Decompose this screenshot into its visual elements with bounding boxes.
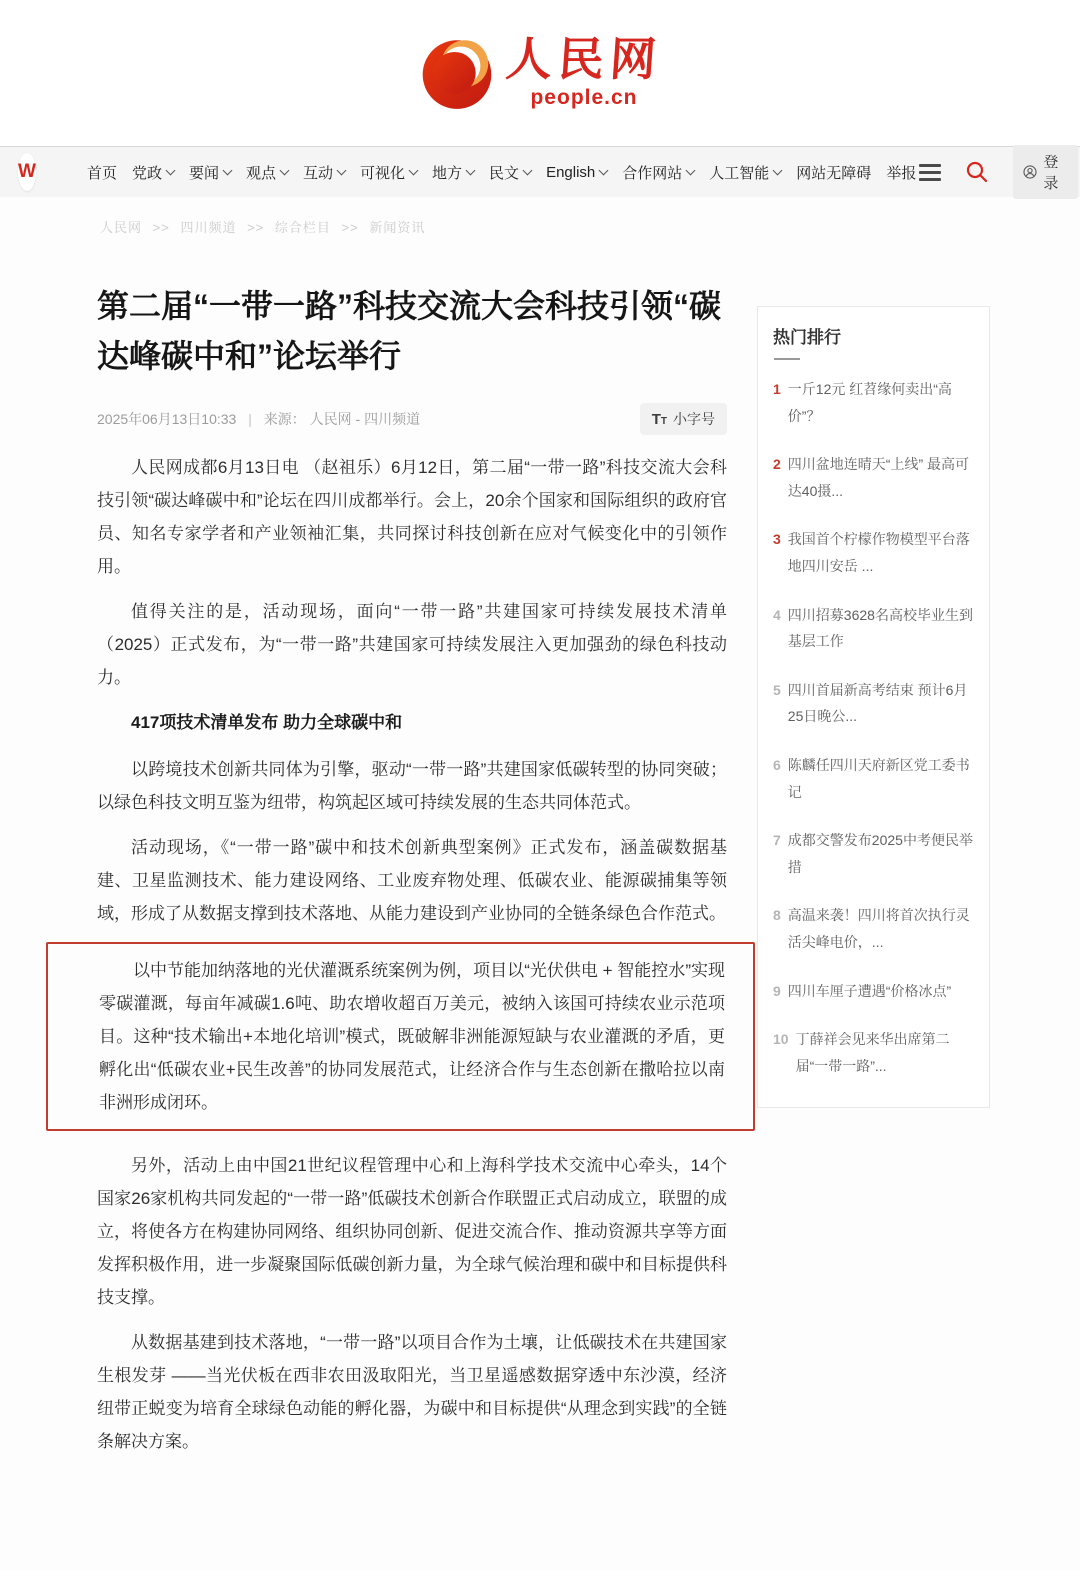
site-logo-text: [504, 33, 664, 110]
hot-ranking-title: 热门排行: [773, 323, 975, 360]
nav-item-dangzheng[interactable]: 党政: [129, 162, 177, 183]
hot-item-text: 四川招募3628名高校毕业生到基层工作: [787, 606, 973, 650]
nav-item-home[interactable]: 首页: [86, 164, 117, 182]
nav-item-english[interactable]: English: [543, 164, 610, 181]
sidebar-column: [757, 306, 990, 1470]
hot-item-text: 成都交警发布2025中考便民举措: [787, 832, 973, 875]
hot-ranking-item[interactable]: [773, 526, 975, 579]
article-paragraph: 从数据基建到技术落地，“一带一路”以项目合作为土壤，让低碳技术在共建国家生根发芽 ——当光伏板在西非农田汲取阳光，当卫星遥感数据穿透中东沙漠，经济纽带正蜕变为培育全球绿色动能的孵化器，为碳中和目标提供“从理念到实践”的全链条解决方案。: [97, 1332, 727, 1451]
rank-number: 9: [773, 982, 781, 999]
hot-ranking-item[interactable]: [773, 827, 975, 880]
publish-datetime: 2025年06月13日10:33: [97, 410, 237, 427]
article-paragraph: 值得关注的是，活动现场，面向“一带一路”共建国家可持续发展技术清单（2025）正式发布，为“一带一路”共建国家可持续发展注入更加强劲的绿色科技动力。: [97, 601, 727, 687]
nav-items: [84, 162, 919, 183]
nav-item-wuzhangai[interactable]: 网站无障碍: [796, 164, 872, 182]
nav-item-hudong[interactable]: 互动: [300, 162, 348, 183]
chevron-down-icon: [466, 165, 476, 175]
font-size-icon: T: [651, 410, 661, 428]
hot-item-text: 我国首个柠檬作物模型平台落地四川安岳 ...: [787, 531, 970, 574]
rank-number: 6: [773, 756, 781, 773]
meta-divider: |: [248, 410, 252, 427]
page-title: 第二届“一带一路”科技交流大会科技引领“碳达峰碳中和”论坛举行: [97, 288, 722, 374]
hot-ranking-item[interactable]: [773, 376, 975, 429]
login-label: 登录: [1043, 154, 1059, 192]
breadcrumb-separator: >>: [247, 220, 265, 235]
nav-item-jubao[interactable]: 举报: [886, 164, 917, 182]
chevron-down-icon: [337, 165, 347, 175]
font-size-label: 小字号: [673, 410, 715, 427]
breadcrumb-part[interactable]: 四川频道: [180, 220, 237, 235]
rank-number: 4: [773, 606, 781, 623]
rank-number: 3: [773, 531, 781, 548]
nav-item-difang[interactable]: 地方: [429, 162, 477, 183]
article-paragraph: 以跨境技术创新共同体为引擎，驱动“一带一路”共建国家低碳转型的协同突破；以绿色科技文明互鉴为纽带，构筑起区域可持续发展的生态共同体范式。: [97, 759, 727, 812]
hot-ranking-item[interactable]: [773, 978, 975, 1005]
nav-item-minwen[interactable]: 民文: [486, 162, 534, 183]
hot-ranking-box: [757, 306, 990, 1108]
hot-item-text: 一斤12元 红苕缘何卖出“高价”？: [787, 381, 952, 424]
hot-ranking-item[interactable]: [773, 602, 975, 655]
hot-item-text: 丁薛祥会见来华出席第二届“一带一路”...: [795, 1031, 950, 1074]
article-body: [97, 451, 727, 1458]
nav-item-keshihua[interactable]: 可视化: [357, 162, 420, 183]
site-domain: people.cn: [530, 86, 638, 109]
article-subheading: 417项技术清单发布 助力全球碳中和: [131, 712, 403, 732]
article-meta-left: [97, 409, 420, 429]
chevron-down-icon: [599, 165, 609, 175]
chevron-down-icon: [523, 165, 533, 175]
breadcrumb-separator: >>: [341, 220, 359, 235]
nav-item-rengongzhineng[interactable]: 人工智能: [706, 162, 784, 183]
people-cn-swirl-icon: [418, 34, 496, 112]
chevron-down-icon: [686, 165, 696, 175]
hot-item-text: 四川盆地连晴天“上线” 最高可达40摄...: [787, 456, 970, 499]
breadcrumb-separator: >>: [152, 220, 170, 235]
nav-right: [919, 145, 1078, 199]
hot-ranking-item[interactable]: [773, 1026, 975, 1079]
site-name: 人民网: [504, 33, 664, 85]
hot-ranking-item[interactable]: [773, 902, 975, 955]
user-icon: [1023, 162, 1037, 182]
rank-number: 8: [773, 907, 781, 924]
main-nav: [0, 146, 1080, 197]
font-size-button[interactable]: [640, 403, 727, 435]
article-meta: [97, 403, 727, 435]
chevron-down-icon: [280, 165, 290, 175]
hot-item-text: 陈麟任四川天府新区党工委书记: [787, 756, 970, 800]
rank-number: 5: [773, 681, 781, 698]
hot-ranking-item[interactable]: [773, 677, 975, 730]
article-paragraph: 人民网成都6月13日电 （赵祖乐）6月12日，第二届“一带一路”科技交流大会科技引领“碳达峰碳中和”论坛在四川成都举行。会上，20余个国家和国际组织的政府官员、知名专家学者和产业领袖汇集，共同探讨科技创新在应对气候变化中的引领作用。: [97, 457, 727, 576]
w-corner-logo[interactable]: [18, 153, 36, 191]
highlighted-annotation-box: [46, 942, 755, 1131]
article-column: [97, 236, 727, 1470]
w-letter: W: [18, 161, 36, 182]
breadcrumb-part[interactable]: 新闻资讯: [369, 220, 426, 235]
article-paragraph: 活动现场，《“一带一路”碳中和技术创新典型案例》正式发布，涵盖碳数据基建、卫星监测技术、能力建设网络、工业废弃物处理、低碳农业、能源碳捕集等领域，形成了从数据支撑到技术落地、从能力建设到产业协同的全链条绿色合作范式。: [97, 837, 727, 923]
breadcrumb-part[interactable]: 人民网: [100, 220, 143, 235]
source-label: 来源：: [263, 410, 306, 427]
menu-icon[interactable]: [919, 164, 941, 181]
breadcrumb-part[interactable]: 综合栏目: [274, 220, 331, 235]
search-icon[interactable]: [965, 160, 989, 184]
hot-item-text: 四川车厘子遭遇“价格冰点”: [787, 982, 952, 999]
breadcrumb: [100, 217, 1080, 236]
rank-number: 10: [773, 1031, 789, 1048]
nav-item-guandian[interactable]: 观点: [243, 162, 291, 183]
hot-item-text: 四川首届新高考结束 预计6月25日晚公...: [787, 681, 968, 725]
nav-item-yaowen[interactable]: 要闻: [186, 162, 234, 183]
site-header: [0, 0, 1080, 146]
nav-item-hezuowangzhan[interactable]: 合作网站: [619, 162, 697, 183]
site-logo[interactable]: [418, 34, 662, 112]
rank-number: 7: [773, 832, 781, 849]
chevron-down-icon: [409, 165, 419, 175]
hot-item-text: 高温来袭！四川将首次执行灵活尖峰电价，...: [787, 907, 970, 950]
article-paragraph: 另外，活动上由中国21世纪议程管理中心和上海科学技术交流中心牵头，14个国家26家机构共同发起的“一带一路”低碳技术创新合作联盟正式启动成立，联盟的成立，将使各方在构建协同网络、组织协同创新、促进交流合作、推动资源共享等方面发挥积极作用，进一步凝聚国际低碳创新力量，为全球气候治理和碳中和目标提供科技支撑。: [97, 1155, 727, 1307]
chevron-down-icon: [223, 165, 233, 175]
highlighted-paragraph: 以中节能加纳落地的光伏灌溉系统案例为例，项目以“光伏供电 + 智能控水”实现零碳灌溉，每亩年减碳1.6吨、助农增收超百万美元，被纳入该国可持续农业示范项目。这种“技术输出+本地化培训”模式，既破解非洲能源短缺与农业灌溉的矛盾，更孵化出“低碳农业+民生改善”的协同发展范式，让经济合作与生态创新在撒哈拉以南非洲形成闭环。: [99, 960, 725, 1112]
source-name[interactable]: 人民网 - 四川频道: [309, 410, 421, 427]
main-content: [0, 236, 1080, 1470]
chevron-down-icon: [166, 165, 176, 175]
hot-ranking-item[interactable]: [773, 752, 975, 805]
login-button[interactable]: [1013, 145, 1078, 199]
rank-number: 2: [773, 456, 781, 473]
font-size-icon: T: [660, 415, 667, 427]
chevron-down-icon: [773, 165, 783, 175]
rank-number: 1: [773, 381, 781, 397]
hot-ranking-item[interactable]: [773, 451, 975, 504]
